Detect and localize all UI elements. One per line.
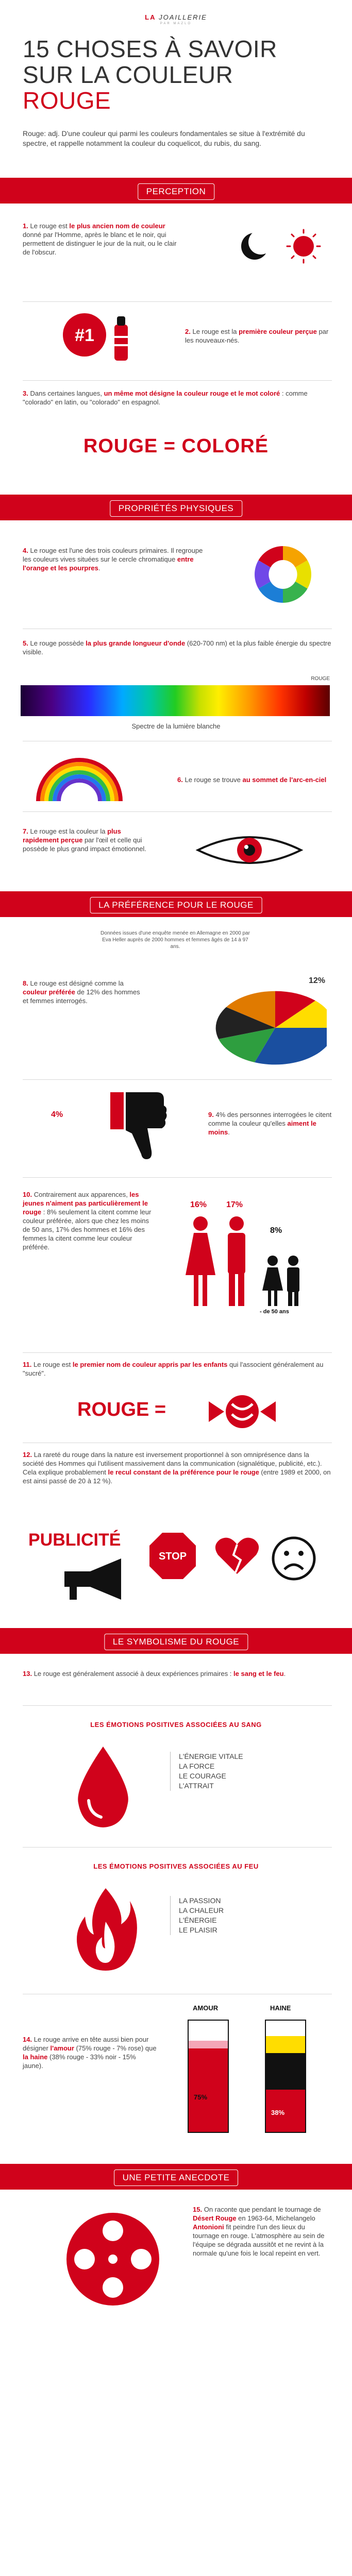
amour-red-fill <box>189 2048 228 2132</box>
amour-percent: 75% <box>194 2093 208 2101</box>
fact-9-number: 9. <box>208 1111 214 1118</box>
fact-11-bold: le premier nom de couleur appris par les enfants <box>72 1361 228 1368</box>
haine-percent: 38% <box>271 2109 285 2116</box>
fact-5-pre: Le rouge possède <box>30 639 86 647</box>
fact-10-female-percent: 16% <box>190 1200 207 1209</box>
fact-4 <box>23 541 332 623</box>
fact-15-pre: On raconte que pendant le tournage de <box>204 2206 321 2213</box>
fact-8 <box>23 974 332 1072</box>
fact-4-text <box>23 546 203 572</box>
svg-text:#1: #1 <box>75 326 94 345</box>
fact-4-bold: entre l'orange et les pourpres <box>23 555 194 572</box>
fact-14-number: 14. <box>23 2036 32 2043</box>
fact-15-post: fit peindre l'un des lieux du tournage en rouge. L'atmosphère au sein de l'équipe se dégrada aussitôt et ne revint à la normale qu'une fois le local repeint en vert. <box>193 2223 325 2257</box>
fact-4-pre: Le rouge est l'une des trois couleurs primaires. Il regroupe les couleurs vives situées sur le cercle chromatique <box>23 547 203 563</box>
fact-14-text <box>23 2035 157 2070</box>
feu-heading: LES ÉMOTIONS POSITIVES ASSOCIÉES AU FEU <box>93 1862 259 1870</box>
fact-7 <box>23 822 332 878</box>
fact-3-text <box>23 389 332 406</box>
fact-11-equation: ROUGE = <box>77 1399 166 1420</box>
fact-12-illustration <box>28 1525 327 1607</box>
spacer <box>0 2329 352 2576</box>
fact-1-text <box>23 222 177 257</box>
haine-label: HAINE <box>270 2004 291 2012</box>
preference-pie-icon <box>203 979 327 1066</box>
fact-14-post: (38% rouge - 33% noir - 15% jaune). <box>23 2053 136 2070</box>
fact-2-post: par les nouveaux-nés. <box>185 328 329 344</box>
fact-11-pre: Le rouge est <box>33 1361 73 1368</box>
fact-7-number: 7. <box>23 827 28 835</box>
fact-12-pre: La rareté du rouge dans la nature est inversement proportionnel à son omniprésence dans la société des Hommes qui l'utilisent massivement dans la communication (signalétique, publicité, etc.). Cela explique probablement <box>23 1451 322 1476</box>
section-title-perception: PERCEPTION <box>138 183 215 200</box>
stop-sign-icon <box>147 1530 198 1587</box>
fact-14-bold-amour: l'amour <box>50 2044 74 2052</box>
spectrum-red-tag: ROUGE <box>311 676 330 682</box>
fact-10-text <box>23 1190 152 1251</box>
fact-6-bold: au sommet de l'arc-en-ciel <box>242 776 327 784</box>
amour-pink-fill <box>189 2041 228 2048</box>
fact-7-post: par l'œil et celle qui possède le plus grand impact émotionnel. <box>23 836 146 853</box>
sang-item: L'ÉNERGIE VITALE <box>179 1752 243 1760</box>
fact-6-number: 6. <box>177 776 183 784</box>
film-reel-icon <box>64 2210 162 2308</box>
fact-8-text <box>23 979 141 1005</box>
page-title <box>23 36 332 113</box>
haine-yellow-fill <box>266 2036 305 2053</box>
fact-6-pre: Le rouge se trouve <box>185 776 243 784</box>
divider <box>23 811 332 812</box>
sang-item: L'ATTRAIT <box>179 1782 214 1790</box>
feu-list <box>170 1896 224 1935</box>
fact-3-bold: un même mot désigne la couleur rouge et le mot coloré <box>104 389 280 397</box>
divider <box>23 1352 332 1353</box>
fact-8-pre: Le rouge est désigné comme la <box>30 979 124 987</box>
fact-13-pre: Le rouge est généralement associé à deux expériences primaires : <box>33 1670 234 1677</box>
title-line-3: ROUGE <box>23 87 111 114</box>
fact-3 <box>23 389 332 430</box>
title-line-1: 15 CHOSES À SAVOIR <box>23 36 277 62</box>
fact-12-text <box>23 1450 332 1485</box>
fact-14-bold-haine: la haine <box>23 2053 48 2061</box>
fact-5-post: (620-700 nm) et la plus faible énergie du spectre visible. <box>23 639 331 656</box>
divider <box>23 380 332 381</box>
eye-icon <box>193 829 306 871</box>
fact-7-pre: Le rouge est la couleur la <box>30 827 108 835</box>
fact-10-male-percent: 17% <box>226 1200 243 1209</box>
fact-2-bold: première couleur perçue <box>239 328 317 335</box>
fact-15-bold-director: Antonioni <box>193 2223 224 2231</box>
intro-definition: Rouge: adj. D'une couleur qui parmi les couleurs fondamentales se situe à l'extrémité du spectre, et rappelle notamment la couleur du coquelicot, du rubis, du sang. <box>23 129 305 147</box>
fact-2-pre: Le rouge est la <box>192 328 239 335</box>
fact-7-text <box>23 827 152 853</box>
feu-item: L'ÉNERGIE <box>179 1916 217 1924</box>
sang-item: LE COURAGE <box>179 1772 226 1780</box>
sad-face-icon <box>271 1535 317 1582</box>
section-banner-symbolisme <box>0 1628 352 1654</box>
sang-item: LA FORCE <box>179 1762 215 1770</box>
young-figures-icon <box>262 1256 299 1306</box>
fact-12-post: (entre 1989 et 2000, on est ainsi passé de 20 à 12 %). <box>23 1468 331 1485</box>
fact-3-number: 3. <box>23 389 28 397</box>
color-wheel-icon <box>249 541 316 608</box>
fact-13-number: 13. <box>23 1670 32 1677</box>
amour-label: AMOUR <box>193 2004 219 2012</box>
feu-item: LA PASSION <box>179 1896 221 1905</box>
divider <box>23 1705 332 1706</box>
haine-black-fill <box>266 2053 305 2090</box>
thumbs-down-icon <box>100 1087 172 1164</box>
divider <box>23 1177 332 1178</box>
blood-drop-icon <box>67 1744 139 1832</box>
fact-9-pre: 4% des personnes interrogées le citent comme la couleur qu'elles <box>208 1111 332 1127</box>
fact-8-post: de 12% des hommes et femmes interrogés. <box>23 988 140 1005</box>
survey-note: Données issues d'une enquête menée en Allemagne en 2000 par Eva Heller auprès de 2000 hommes et femmes âgés de 14 à 97 ans. <box>100 930 250 950</box>
publicity-label: PUBLICITÉ <box>28 1530 121 1550</box>
fact-13 <box>23 1669 332 1700</box>
fact-9-percent: 4% <box>51 1110 63 1119</box>
visible-light-spectrum <box>21 676 330 716</box>
fact-1 <box>23 222 332 294</box>
rouge-colore-equation: ROUGE = COLORÉ <box>83 435 269 457</box>
rainbow-icon <box>33 757 126 804</box>
fact-5-number: 5. <box>23 639 28 647</box>
fact-15 <box>23 2205 332 2313</box>
spectrum-caption: Spectre de la lumière blanche <box>131 722 221 730</box>
fact-13-text <box>23 1669 332 1678</box>
fact-11-post: qui l'associent généralement au "sucré". <box>23 1361 324 1377</box>
female-figure-icon <box>186 1216 215 1306</box>
fact-8-bold: couleur préférée <box>23 988 75 996</box>
sang-heading: LES ÉMOTIONS POSITIVES ASSOCIÉES AU SANG <box>90 1721 262 1728</box>
brand-la: LA <box>145 13 156 21</box>
amour-bar <box>188 2020 229 2133</box>
fact-6-text <box>177 775 332 784</box>
fact-10-bold: les jeunes n'aiment pas particulièrement le rouge <box>23 1191 148 1216</box>
megaphone-icon <box>59 1556 131 1602</box>
section-banner-anecdote <box>0 2164 352 2190</box>
fact-13-post: . <box>283 1670 286 1677</box>
feu-item: LE PLAISIR <box>179 1926 217 1934</box>
male-figure-icon <box>228 1216 245 1306</box>
fact-11-number: 11. <box>23 1361 32 1368</box>
section-title-symbolisme: LE SYMBOLISME DU ROUGE <box>104 1634 248 1650</box>
brand-logo[interactable] <box>0 13 352 25</box>
fact-11 <box>23 1360 332 1401</box>
stop-sign-label: STOP <box>158 1551 187 1562</box>
fact-11-text <box>23 1360 332 1378</box>
fact-2 <box>23 309 332 374</box>
fact-10-number: 10. <box>23 1191 32 1198</box>
fact-9 <box>23 1087 332 1170</box>
fact-15-bold-film: Désert Rouge <box>193 2214 237 2222</box>
fact-1-number: 1. <box>23 222 28 230</box>
fact-3-post: : comme "colorado" en latin, ou "colorado" en espagnol. <box>23 389 308 406</box>
people-icons <box>177 1213 311 1316</box>
fact-15-mid: en 1963-64, Michelangelo <box>236 2214 315 2222</box>
fact-10-pre: Contrairement aux apparences, <box>33 1191 130 1198</box>
brand-name: JOAILLERIE <box>159 13 207 21</box>
fact-4-number: 4. <box>23 547 28 554</box>
fact-5 <box>23 639 332 675</box>
fact-14 <box>23 2004 332 2138</box>
fact-2-text <box>185 327 329 345</box>
sang-list <box>170 1752 243 1791</box>
fact-6 <box>23 752 332 804</box>
section-title-preference: LA PRÉFÉRENCE POUR LE ROUGE <box>90 897 262 913</box>
haine-bar <box>265 2020 306 2133</box>
fact-9-text <box>208 1110 332 1137</box>
fact-10 <box>23 1185 332 1345</box>
fact-9-post: . <box>228 1128 230 1136</box>
divider <box>23 1847 332 1848</box>
fact-1-bold: le plus ancien nom de couleur <box>69 222 165 230</box>
fact-5-bold: la plus grande longueur d'onde <box>86 639 186 647</box>
fact-7-bold: plus rapidement perçue <box>23 827 121 844</box>
fact-15-text <box>193 2205 332 2258</box>
moon-sun-icon <box>234 227 327 268</box>
section-title-anecdote: UNE PETITE ANECDOTE <box>114 2170 239 2186</box>
fact-12-bold: le recul constant de la préférence pour le rouge <box>108 1468 259 1476</box>
fact-13-bold: le sang et le feu <box>233 1670 284 1677</box>
fact-8-number: 8. <box>23 979 28 987</box>
broken-heart-icon <box>214 1535 260 1577</box>
header <box>0 0 352 114</box>
section-banner-perception <box>0 178 352 204</box>
section-title-physique: PROPRIÉTÉS PHYSIQUES <box>110 500 243 517</box>
section-banner-physique <box>0 495 352 520</box>
fact-4-post: . <box>98 564 100 572</box>
fact-2-number: 2. <box>185 328 191 335</box>
fact-14-mid: (75% rouge - 7% rose) que <box>74 2044 157 2052</box>
fact-15-number: 15. <box>193 2206 203 2213</box>
candy-icon <box>204 1391 281 1432</box>
fact-10-young-percent: 8% <box>270 1226 282 1235</box>
fact-10-age-label: - de 50 ans <box>260 1309 289 1315</box>
fact-5-text <box>23 639 332 656</box>
fact-12-number: 12. <box>23 1451 32 1459</box>
feu-item: LA CHALEUR <box>179 1906 224 1914</box>
fact-3-pre: Dans certaines langues, <box>30 389 104 397</box>
section-banner-preference <box>0 891 352 917</box>
fact-9-bold: aiment le moins <box>208 1120 316 1136</box>
fire-icon <box>72 1886 139 1973</box>
divider <box>23 301 332 302</box>
divider <box>23 1079 332 1080</box>
fact-1-pre: Le rouge est <box>30 222 70 230</box>
fact-1-post: donné par l'Homme, après le blanc et le noir, qui permettent de distinguer le jour de la nuit, ou le clair de l'obscur. <box>23 231 177 256</box>
brand-subtitle: PAR MAZLO <box>160 22 192 25</box>
title-line-2: SUR LA COULEUR <box>23 61 233 88</box>
fact-12 <box>23 1450 332 1512</box>
fact-10-post: : 8% seulement la citent comme leur couleur préférée, alors que chez les moins de 50 ans, 17% des hommes et 16% des femmes la citent comme leur couleur préférée. <box>23 1208 152 1251</box>
fact-8-percent: 12% <box>309 976 326 985</box>
fact-14-pre: Le rouge arrive en tête aussi bien pour désigner <box>23 2036 149 2052</box>
baby-bottle-icon <box>54 309 141 368</box>
